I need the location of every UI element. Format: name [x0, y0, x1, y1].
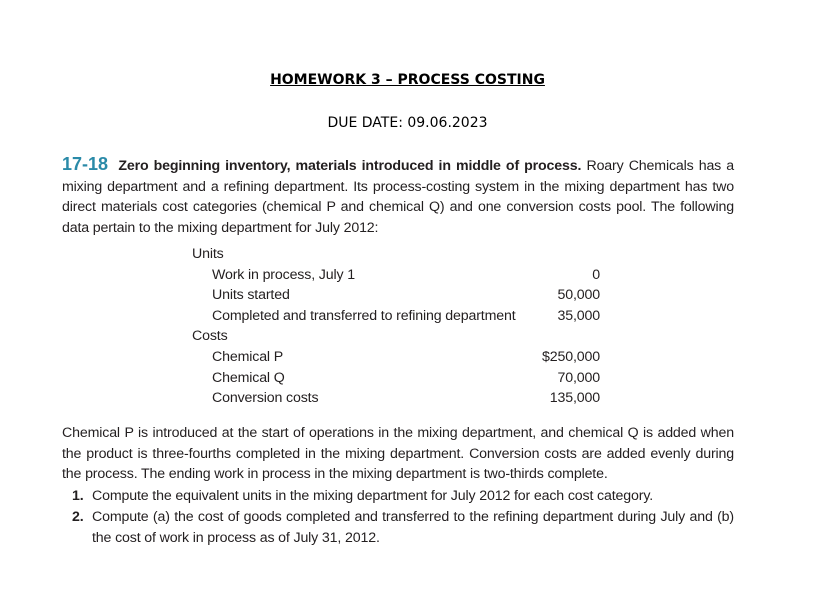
row-label: Chemical P — [212, 348, 284, 365]
process-description: Chemical P is introduced at the start of operations in the mixing department, and chemical Q is added when the product is three-fourths completed in the mixing department. Conversion costs are added evenly during the process. The ending work in process in the mixing department is two-thirds complete. — [62, 425, 734, 483]
row-value: 70,000 — [557, 369, 600, 386]
row-value: 135,000 — [549, 390, 600, 407]
due-date: DUE DATE: 09.06.2023 — [327, 115, 488, 131]
problem-intro-text: Roary Chemicals has a mixing department and a refining department. Its process-costing system in the mixing department has two direct materials cost categories (chemical P and chemical Q) and one conversion costs pool. The following data pertain to the mixing department for July 2012: — [62, 158, 735, 236]
row-label: Work in process, July 1 — [212, 266, 355, 283]
question-2 — [72, 507, 734, 548]
table-row — [192, 265, 612, 286]
homework-title-text: HOMEWORK 3 – PROCESS COSTING — [270, 72, 545, 88]
question-number: 2. — [72, 509, 84, 525]
question-text: Compute the equivalent units in the mixing department for July 2012 for each cost category. — [92, 488, 653, 504]
units-header-row — [192, 244, 612, 265]
costs-header: Costs — [192, 328, 228, 345]
problem-number: 17-18 — [62, 154, 109, 174]
table-row — [192, 306, 612, 327]
row-value: $250,000 — [542, 348, 600, 365]
row-label: Units started — [212, 287, 290, 304]
problem-heading: Zero beginning inventory, materials introduced in middle of process. — [118, 158, 582, 174]
table-row — [192, 368, 612, 389]
table-row — [192, 285, 612, 306]
question-1 — [72, 486, 734, 507]
row-value: 50,000 — [557, 287, 600, 304]
row-label: Conversion costs — [212, 390, 319, 407]
question-text: Compute (a) the cost of goods completed and transferred to the refining department during July and (b) the cost of work in process as of July 31, 2012. — [92, 509, 734, 546]
data-table — [192, 244, 612, 409]
table-row — [192, 347, 612, 368]
homework-title — [0, 72, 815, 88]
row-label: Chemical Q — [212, 369, 285, 386]
units-header: Units — [192, 246, 224, 262]
row-value: 35,000 — [557, 307, 600, 324]
row-value: 0 — [592, 266, 600, 283]
question-number: 1. — [72, 488, 84, 504]
row-label: Completed and transferred to refining department — [212, 307, 516, 324]
costs-header-row — [192, 326, 612, 347]
problem-intro — [62, 154, 734, 238]
table-row — [192, 388, 612, 409]
